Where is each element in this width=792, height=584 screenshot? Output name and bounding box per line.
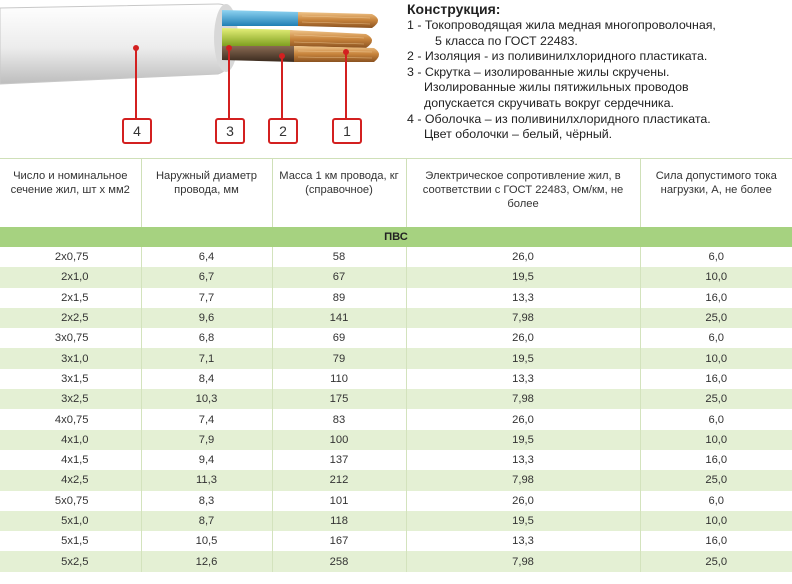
outer-sheath xyxy=(0,4,238,84)
cell-resistance: 7,98 xyxy=(406,470,640,490)
cell-outer-diameter: 7,7 xyxy=(141,288,272,308)
table-row xyxy=(0,247,792,267)
copper-strands xyxy=(290,12,379,62)
cell-mass: 137 xyxy=(272,450,406,470)
cell-outer-diameter: 6,4 xyxy=(141,247,272,267)
cell-resistance: 26,0 xyxy=(406,247,640,267)
table-row xyxy=(0,511,792,531)
header-current: Сила допустимого тока нагрузки, А, не более xyxy=(640,159,792,228)
construction-item-2: 2 - Изоляция - из поливинилхлоридного пластиката. xyxy=(407,49,708,64)
cell-mass: 58 xyxy=(272,247,406,267)
cell-resistance: 13,3 xyxy=(406,369,640,389)
construction-description xyxy=(407,1,792,143)
cell-mass: 110 xyxy=(272,369,406,389)
cell-cores-section: 4х2,5 xyxy=(0,470,141,490)
cell-current: 10,0 xyxy=(640,348,792,368)
section-label: ПВС xyxy=(0,227,792,247)
cell-current: 16,0 xyxy=(640,450,792,470)
construction-item-3-cont: Изолированные жилы пятижильных проводов xyxy=(424,80,689,95)
cell-outer-diameter: 10,3 xyxy=(141,389,272,409)
cell-cores-section: 2х1,0 xyxy=(0,267,141,287)
cell-mass: 83 xyxy=(272,409,406,429)
cell-cores-section: 2х0,75 xyxy=(0,247,141,267)
table-row xyxy=(0,389,792,409)
callout-sheath: 4 xyxy=(122,118,152,144)
cell-cores-section: 5х1,0 xyxy=(0,511,141,531)
table-header-row xyxy=(0,159,792,228)
cell-mass: 67 xyxy=(272,267,406,287)
cell-cores-section: 2х2,5 xyxy=(0,308,141,328)
cell-outer-diameter: 8,3 xyxy=(141,491,272,511)
cell-outer-diameter: 8,4 xyxy=(141,369,272,389)
callout-twist: 3 xyxy=(215,118,245,144)
cell-resistance: 19,5 xyxy=(406,348,640,368)
cell-mass: 100 xyxy=(272,430,406,450)
construction-item-4: 4 - Оболочка – из поливинилхлоридного пластиката. xyxy=(407,111,711,126)
cell-cores-section: 5х1,5 xyxy=(0,531,141,551)
table-row xyxy=(0,430,792,450)
table-row xyxy=(0,531,792,551)
cell-resistance: 19,5 xyxy=(406,430,640,450)
header-resistance: Электрическое сопротивление жил, в соответствии с ГОСТ 22483, Ом/км, не более xyxy=(406,159,640,228)
construction-item-4-cont: Цвет оболочки – белый, чёрный. xyxy=(424,127,613,142)
cell-resistance: 13,3 xyxy=(406,450,640,470)
cell-cores-section: 4х1,5 xyxy=(0,450,141,470)
cell-cores-section: 3х1,0 xyxy=(0,348,141,368)
cell-outer-diameter: 8,7 xyxy=(141,511,272,531)
construction-item-3: 3 - Скрутка – изолированные жилы скручены. xyxy=(407,64,670,79)
cell-resistance: 7,98 xyxy=(406,389,640,409)
cell-resistance: 26,0 xyxy=(406,328,640,348)
cell-outer-diameter: 6,8 xyxy=(141,328,272,348)
cell-cores-section: 4х1,0 xyxy=(0,430,141,450)
table-row xyxy=(0,470,792,490)
header-mass: Масса 1 км провода, кг (справочное) xyxy=(272,159,406,228)
cell-cores-section: 3х1,5 xyxy=(0,369,141,389)
table-row xyxy=(0,328,792,348)
cell-outer-diameter: 7,4 xyxy=(141,409,272,429)
cell-resistance: 26,0 xyxy=(406,409,640,429)
cell-current: 6,0 xyxy=(640,409,792,429)
cell-cores-section: 2х1,5 xyxy=(0,288,141,308)
cell-outer-diameter: 9,4 xyxy=(141,450,272,470)
construction-item-3-cont: допускается скручивать вокруг сердечника. xyxy=(424,95,674,110)
construction-title: Конструкция: xyxy=(407,1,501,17)
cell-mass: 69 xyxy=(272,328,406,348)
cell-mass: 141 xyxy=(272,308,406,328)
table-row xyxy=(0,288,792,308)
table-row xyxy=(0,491,792,511)
cell-current: 25,0 xyxy=(640,389,792,409)
cell-mass: 258 xyxy=(272,551,406,571)
cell-mass: 79 xyxy=(272,348,406,368)
cell-outer-diameter: 10,5 xyxy=(141,531,272,551)
cell-current: 6,0 xyxy=(640,247,792,267)
cell-outer-diameter: 7,1 xyxy=(141,348,272,368)
callout-insulation: 2 xyxy=(268,118,298,144)
cell-outer-diameter: 11,3 xyxy=(141,470,272,490)
cell-resistance: 13,3 xyxy=(406,531,640,551)
cell-outer-diameter: 9,6 xyxy=(141,308,272,328)
construction-item-1-cont: 5 класса по ГОСТ 22483. xyxy=(435,33,578,48)
cell-resistance: 13,3 xyxy=(406,288,640,308)
cell-cores-section: 3х0,75 xyxy=(0,328,141,348)
header-cores-section: Число и номинальное сечение жил, шт х мм2 xyxy=(0,159,141,228)
cell-current: 25,0 xyxy=(640,308,792,328)
table-row xyxy=(0,308,792,328)
cell-current: 16,0 xyxy=(640,369,792,389)
cell-mass: 175 xyxy=(272,389,406,409)
cell-outer-diameter: 6,7 xyxy=(141,267,272,287)
cell-current: 16,0 xyxy=(640,288,792,308)
cell-resistance: 7,98 xyxy=(406,551,640,571)
cell-current: 10,0 xyxy=(640,430,792,450)
cell-resistance: 26,0 xyxy=(406,491,640,511)
cell-current: 25,0 xyxy=(640,470,792,490)
header-outer-diameter: Наружный диаметр провода, мм xyxy=(141,159,272,228)
cell-current: 25,0 xyxy=(640,551,792,571)
table-row xyxy=(0,450,792,470)
callout-conductor: 1 xyxy=(332,118,362,144)
cell-current: 16,0 xyxy=(640,531,792,551)
cell-outer-diameter: 12,6 xyxy=(141,551,272,571)
table-row xyxy=(0,267,792,287)
cell-cores-section: 3х2,5 xyxy=(0,389,141,409)
cell-mass: 212 xyxy=(272,470,406,490)
cell-current: 10,0 xyxy=(640,267,792,287)
table-row xyxy=(0,369,792,389)
spec-table xyxy=(0,158,792,572)
table-row xyxy=(0,409,792,429)
cell-mass: 89 xyxy=(272,288,406,308)
cell-cores-section: 5х2,5 xyxy=(0,551,141,571)
cell-mass: 118 xyxy=(272,511,406,531)
cell-cores-section: 5х0,75 xyxy=(0,491,141,511)
cell-resistance: 7,98 xyxy=(406,308,640,328)
cell-outer-diameter: 7,9 xyxy=(141,430,272,450)
cell-mass: 167 xyxy=(272,531,406,551)
table-row xyxy=(0,551,792,571)
construction-item-1: 1 - Токопроводящая жила медная многопроволочная, xyxy=(407,18,716,32)
cell-current: 10,0 xyxy=(640,511,792,531)
cell-current: 6,0 xyxy=(640,328,792,348)
cell-cores-section: 4х0,75 xyxy=(0,409,141,429)
cell-current: 6,0 xyxy=(640,491,792,511)
cell-resistance: 19,5 xyxy=(406,267,640,287)
table-row xyxy=(0,348,792,368)
cell-resistance: 19,5 xyxy=(406,511,640,531)
section-row xyxy=(0,227,792,247)
cell-mass: 101 xyxy=(272,491,406,511)
